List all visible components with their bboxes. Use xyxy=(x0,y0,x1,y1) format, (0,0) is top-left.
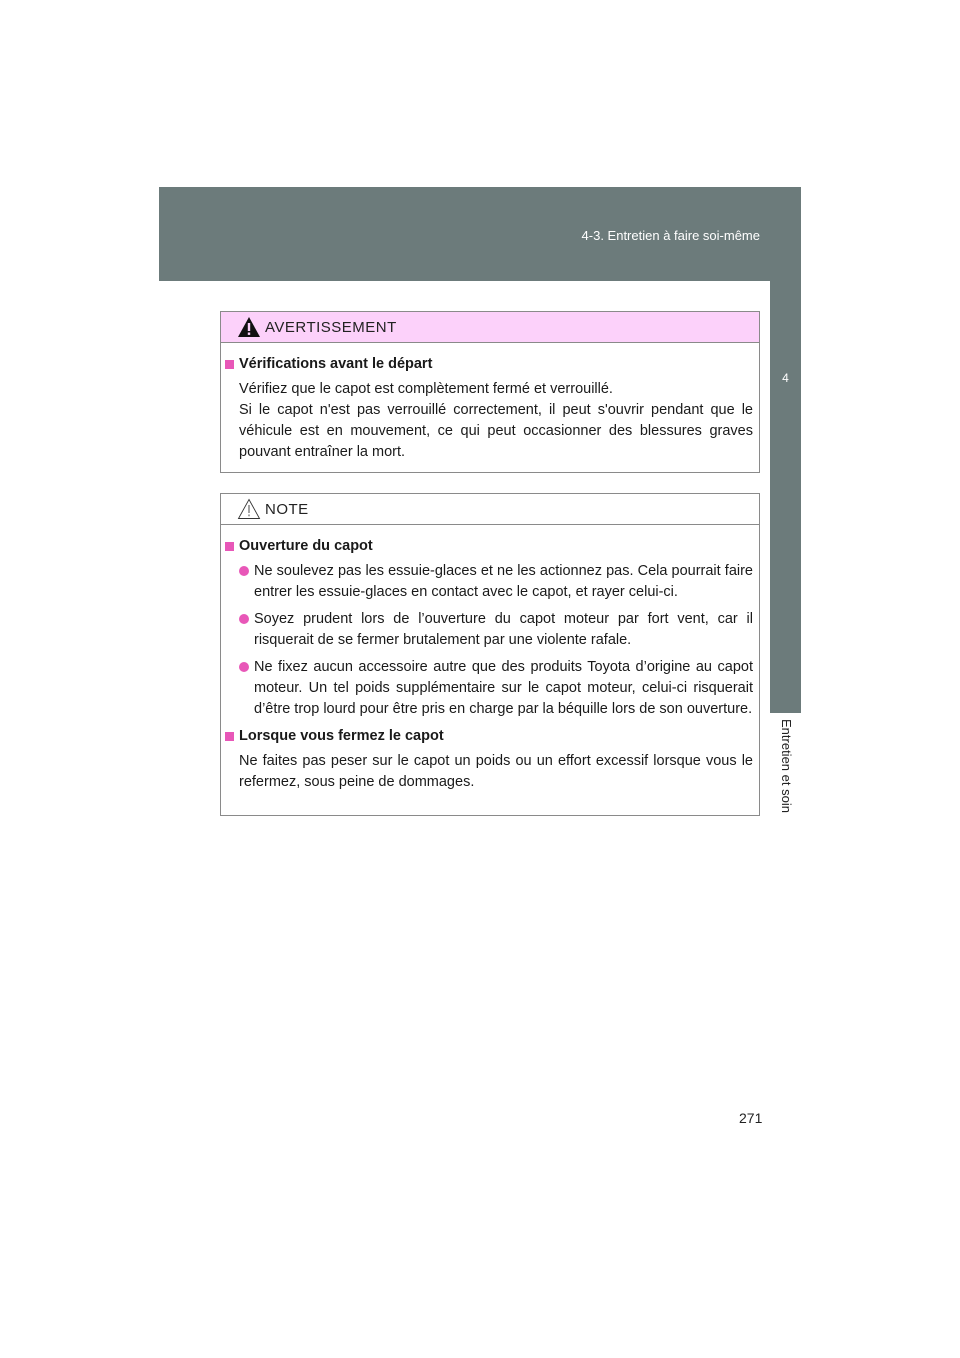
note-heading-text: Lorsque vous fermez le capot xyxy=(239,728,444,744)
warning-heading-text: Vérifications avant le départ xyxy=(239,356,433,372)
note-title: NOTE xyxy=(265,500,309,518)
chapter-label-container xyxy=(770,713,801,833)
circle-bullet-icon xyxy=(239,614,249,624)
list-item-text: Soyez prudent lors de l’ouverture du capot moteur par fort vent, car il risquerait de se fermer brutalement par une violente rafale. xyxy=(254,611,753,648)
list-item-text: Ne fixez aucun accessoire autre que des produits Toyota d’origine au capot moteur. Un tel poids supplémentaire sur le capot moteur, celui-ci risquerait d’être trop lourd pour être pris en charge par la béquille lors de son ouverture. xyxy=(254,659,753,717)
square-bullet-icon xyxy=(225,732,234,741)
list-item xyxy=(225,657,753,720)
note-triangle-icon xyxy=(237,498,261,520)
circle-bullet-icon xyxy=(239,566,249,576)
list-item-text: Ne soulevez pas les essuie-glaces et ne les actionnez pas. Cela pourrait faire entrer les essuie-glaces en contact avec le capot, et rayer celui-ci. xyxy=(254,563,753,600)
warning-heading xyxy=(225,354,753,375)
note-box xyxy=(220,493,760,816)
note-heading xyxy=(225,536,753,557)
note-header xyxy=(221,494,759,525)
warning-paragraph: Vérifiez que le capot est complètement fermé et verrouillé. xyxy=(239,381,613,397)
warning-body xyxy=(221,343,759,463)
circle-bullet-icon xyxy=(239,662,249,672)
chapter-number: 4 xyxy=(782,371,789,385)
note-paragraph: Ne faites pas peser sur le capot un poids ou un effort excessif lorsque vous le refermez, sous peine de dommages. xyxy=(239,753,753,790)
note-heading-text: Ouverture du capot xyxy=(239,538,373,554)
warning-header xyxy=(221,312,759,343)
section-title: 4-3. Entretien à faire soi-même xyxy=(581,228,760,243)
list-item xyxy=(225,609,753,651)
header-band xyxy=(159,187,801,281)
chapter-tab xyxy=(770,281,801,713)
warning-triangle-icon xyxy=(237,316,261,338)
square-bullet-icon xyxy=(225,360,234,369)
warning-box xyxy=(220,311,760,473)
warning-title: AVERTISSEMENT xyxy=(265,318,397,336)
square-bullet-icon xyxy=(225,542,234,551)
chapter-label: Entretien et soin xyxy=(778,719,794,813)
list-item xyxy=(225,561,753,603)
warning-paragraph: Si le capot n'est pas verrouillé correctement, il peut s'ouvrir pendant que le véhicule est en mouvement, ce qui peut occasionner des blessures graves pouvant entraîner la mort. xyxy=(239,402,753,460)
note-body xyxy=(221,525,759,793)
note-heading xyxy=(225,726,753,747)
page-number: 271 xyxy=(739,1110,763,1126)
